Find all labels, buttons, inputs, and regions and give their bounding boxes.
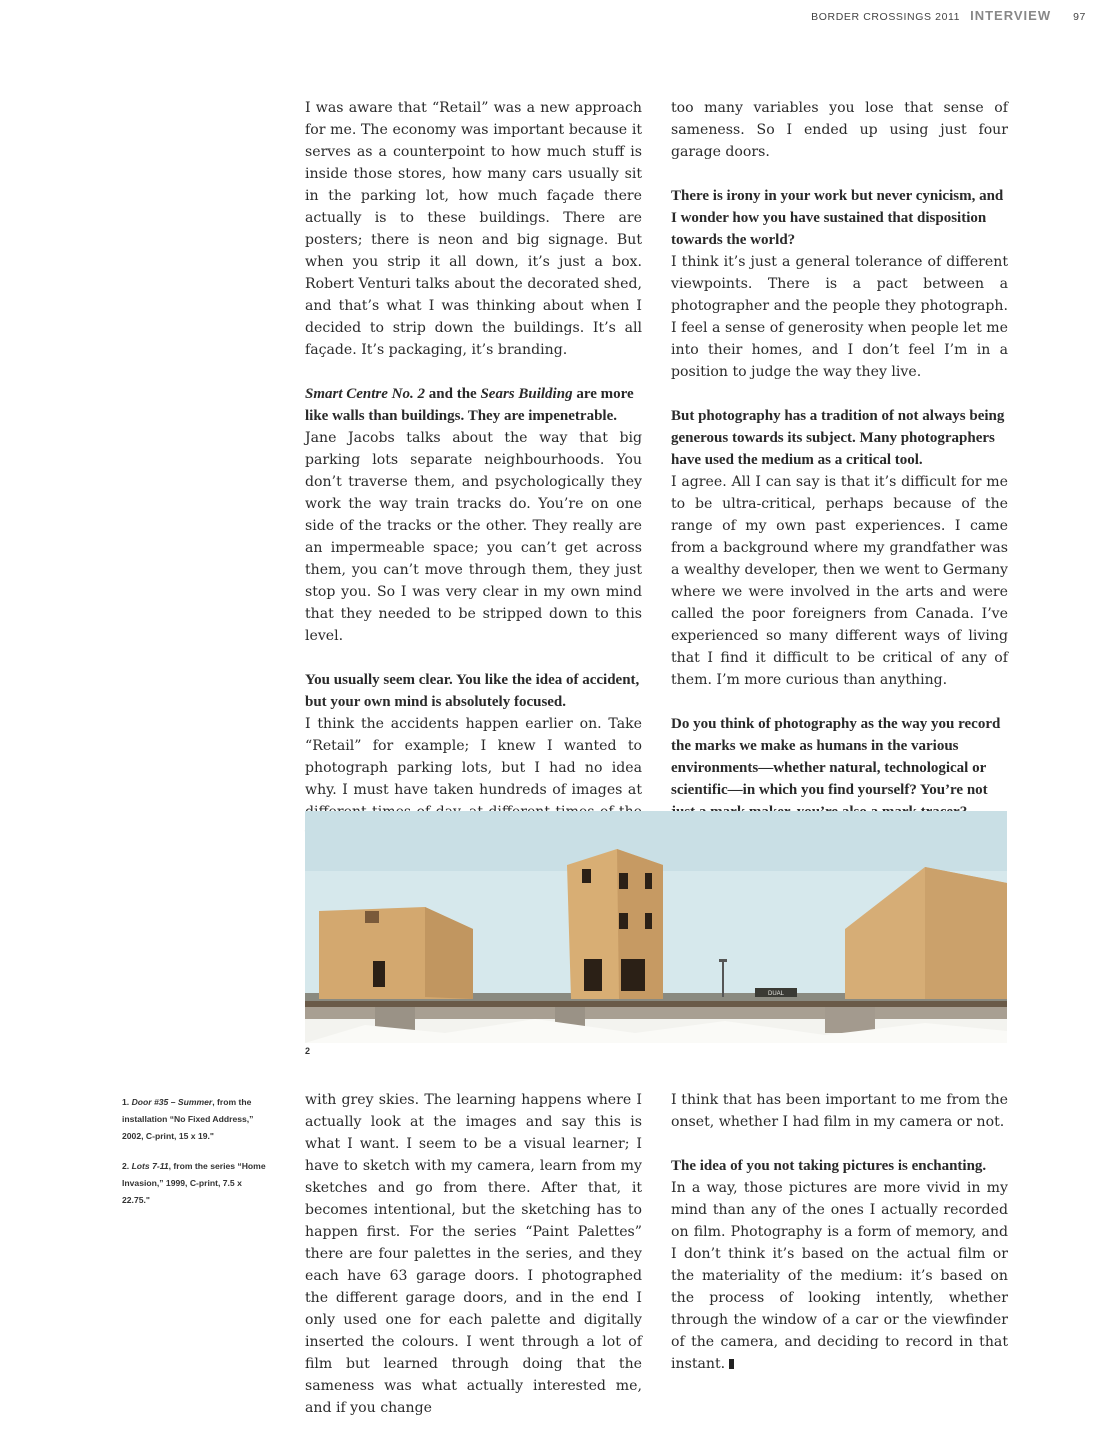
interview-question: You usually seem clear. You like the idea of accident, but your own mind is absolutely focused. bbox=[305, 672, 640, 710]
interview-question: But photography has a tradition of not always being generous towards its subject. Many photographers have used the medium as a critical tool. bbox=[671, 408, 1005, 468]
caption-1 bbox=[122, 1094, 272, 1145]
interview-answer: Jane Jacobs talks about the way that big parking lots separate neighbourhoods. You don’t traverse them, and psychologically they work the way train tracks do. You’re on one side of the tracks or the other. They really are an impermeable space; you can’t get across them, you can’t move through them, they just stop you. So I was very clear in my own mind that they needed to be stripped down to this level. bbox=[305, 430, 642, 644]
caption-2-number: 2. bbox=[122, 1161, 132, 1171]
text-column-2 bbox=[671, 97, 1008, 823]
sign-text: DUAL bbox=[767, 991, 785, 997]
running-header bbox=[811, 8, 1086, 24]
caption-2 bbox=[122, 1158, 272, 1209]
interview-answer: I think that has been important to me from the onset, whether I had film in my camera or not. bbox=[671, 1092, 1008, 1130]
section-label: INTERVIEW bbox=[970, 8, 1052, 23]
caption-1-details: , from the installation “No Fixed Address,” 2002, C-print, 15 x 19." bbox=[122, 1097, 254, 1141]
interview-answer: I think the accidents happen earlier on. Take “Retail” for example; I knew I wanted to photograph parking lots, but I had no idea why. I must have taken hundreds of images at bbox=[305, 716, 642, 798]
interview-question bbox=[305, 383, 642, 427]
figure-number: 2 bbox=[305, 1046, 311, 1056]
page-number: 97 bbox=[1073, 11, 1086, 23]
interview-answer: I think it’s just a general tolerance of different viewpoints. There is a pact between a photographer and the people they photograph. I feel a sense of generosity when people let me into their homes, and I don’t feel I’m in a position to judge the way they live. bbox=[671, 254, 1008, 380]
question-text: are more like walls than buildings. They are impenetrable. bbox=[305, 386, 634, 424]
interview-question: The idea of you not taking pictures is enchanting. bbox=[671, 1158, 987, 1174]
text-column-1 bbox=[305, 97, 642, 845]
interview-question: Do you think of photography as the way you record the marks we make as humans in the various environments—whether natural, technological or scientific—in which you find yourself? You’re not bbox=[671, 716, 1001, 798]
caption-2-details: , from the series “Home Invasion,” 1999, C-print, 7.5 x 22.75." bbox=[122, 1161, 266, 1205]
artwork-title: Smart Centre No. 2 bbox=[305, 386, 426, 402]
interview-question: There is irony in your work but never cynicism, and I wonder how you have sustained that disposition towards the world? bbox=[671, 188, 1004, 248]
caption-1-number: 1. bbox=[122, 1097, 132, 1107]
end-of-article-mark bbox=[729, 1359, 734, 1369]
sky-upper bbox=[305, 811, 1007, 871]
text-column-3 bbox=[305, 1089, 642, 1419]
interview-answer: In a way, those pictures are more vivid in my mind than any of the ones I actually recorded on film. Photography is a form of memory, and I don’t think it’s based on the actual film or the materiality of the medium: it’s based on the process of looking intently, whether through the window of a car or the viewfinder of the camera, and deciding to record in that instant. bbox=[671, 1180, 1008, 1372]
text-column-4 bbox=[671, 1089, 1008, 1375]
interview-answer: I was aware that “Retail” was a new approach for me. The economy was important because it serves as a counterpoint to how much stuff is inside those stores, how many cars usually sit in the parking lot, how much façade there actually is to these buildings. There are posters; there is neon and big signage. But when you strip it all down, it’s just a box. Robert Venturi talks about the decorated shed, and that’s what I was thinking about when I decided to strip down the buildings. It’s all façade. It’s packaging, it’s branding. bbox=[305, 100, 642, 358]
publication-name: BORDER CROSSINGS 2011 bbox=[811, 11, 961, 23]
question-text: and the bbox=[425, 386, 481, 402]
caption-1-title: Door #35 – Summer bbox=[131, 1097, 213, 1107]
photograph-lots-7-11 bbox=[305, 811, 1007, 1043]
artwork-title: Sears Building bbox=[480, 386, 573, 402]
caption-2-title: Lots 7-11 bbox=[131, 1161, 169, 1171]
interview-answer: too many variables you lose that sense of sameness. So I ended up using just four garage doors. bbox=[671, 100, 1008, 160]
interview-answer: I agree. All I can say is that it’s difficult for me to be ultra-critical, perhaps because of the range of my own past experiences. I came from a background where my grandfather was a wealthy developer, then we went to Germany where we were involved in the arts and were called the poor foreigners from Canada. I’ve experienced so many different ways of living that I find it difficult to be critical of any of them. I’m more curious than anything. bbox=[671, 474, 1008, 688]
interview-answer: with grey skies. The learning happens where I actually look at the images and say this is what I want. I seem to be a visual learner; I have to sketch with my camera, learn from my sketches and go from there. After that, it becomes intentional, but the sketching has to happen first. For the series “Paint Palettes” there are four palettes in the series, and they each have 63 garage doors. I photographed the different garage doors, and in the end I only used one for each palette and digitally inserted the colours. I went through a lot of film but learned through doing that the sameness was what actually interested me, and if you change bbox=[305, 1092, 642, 1416]
